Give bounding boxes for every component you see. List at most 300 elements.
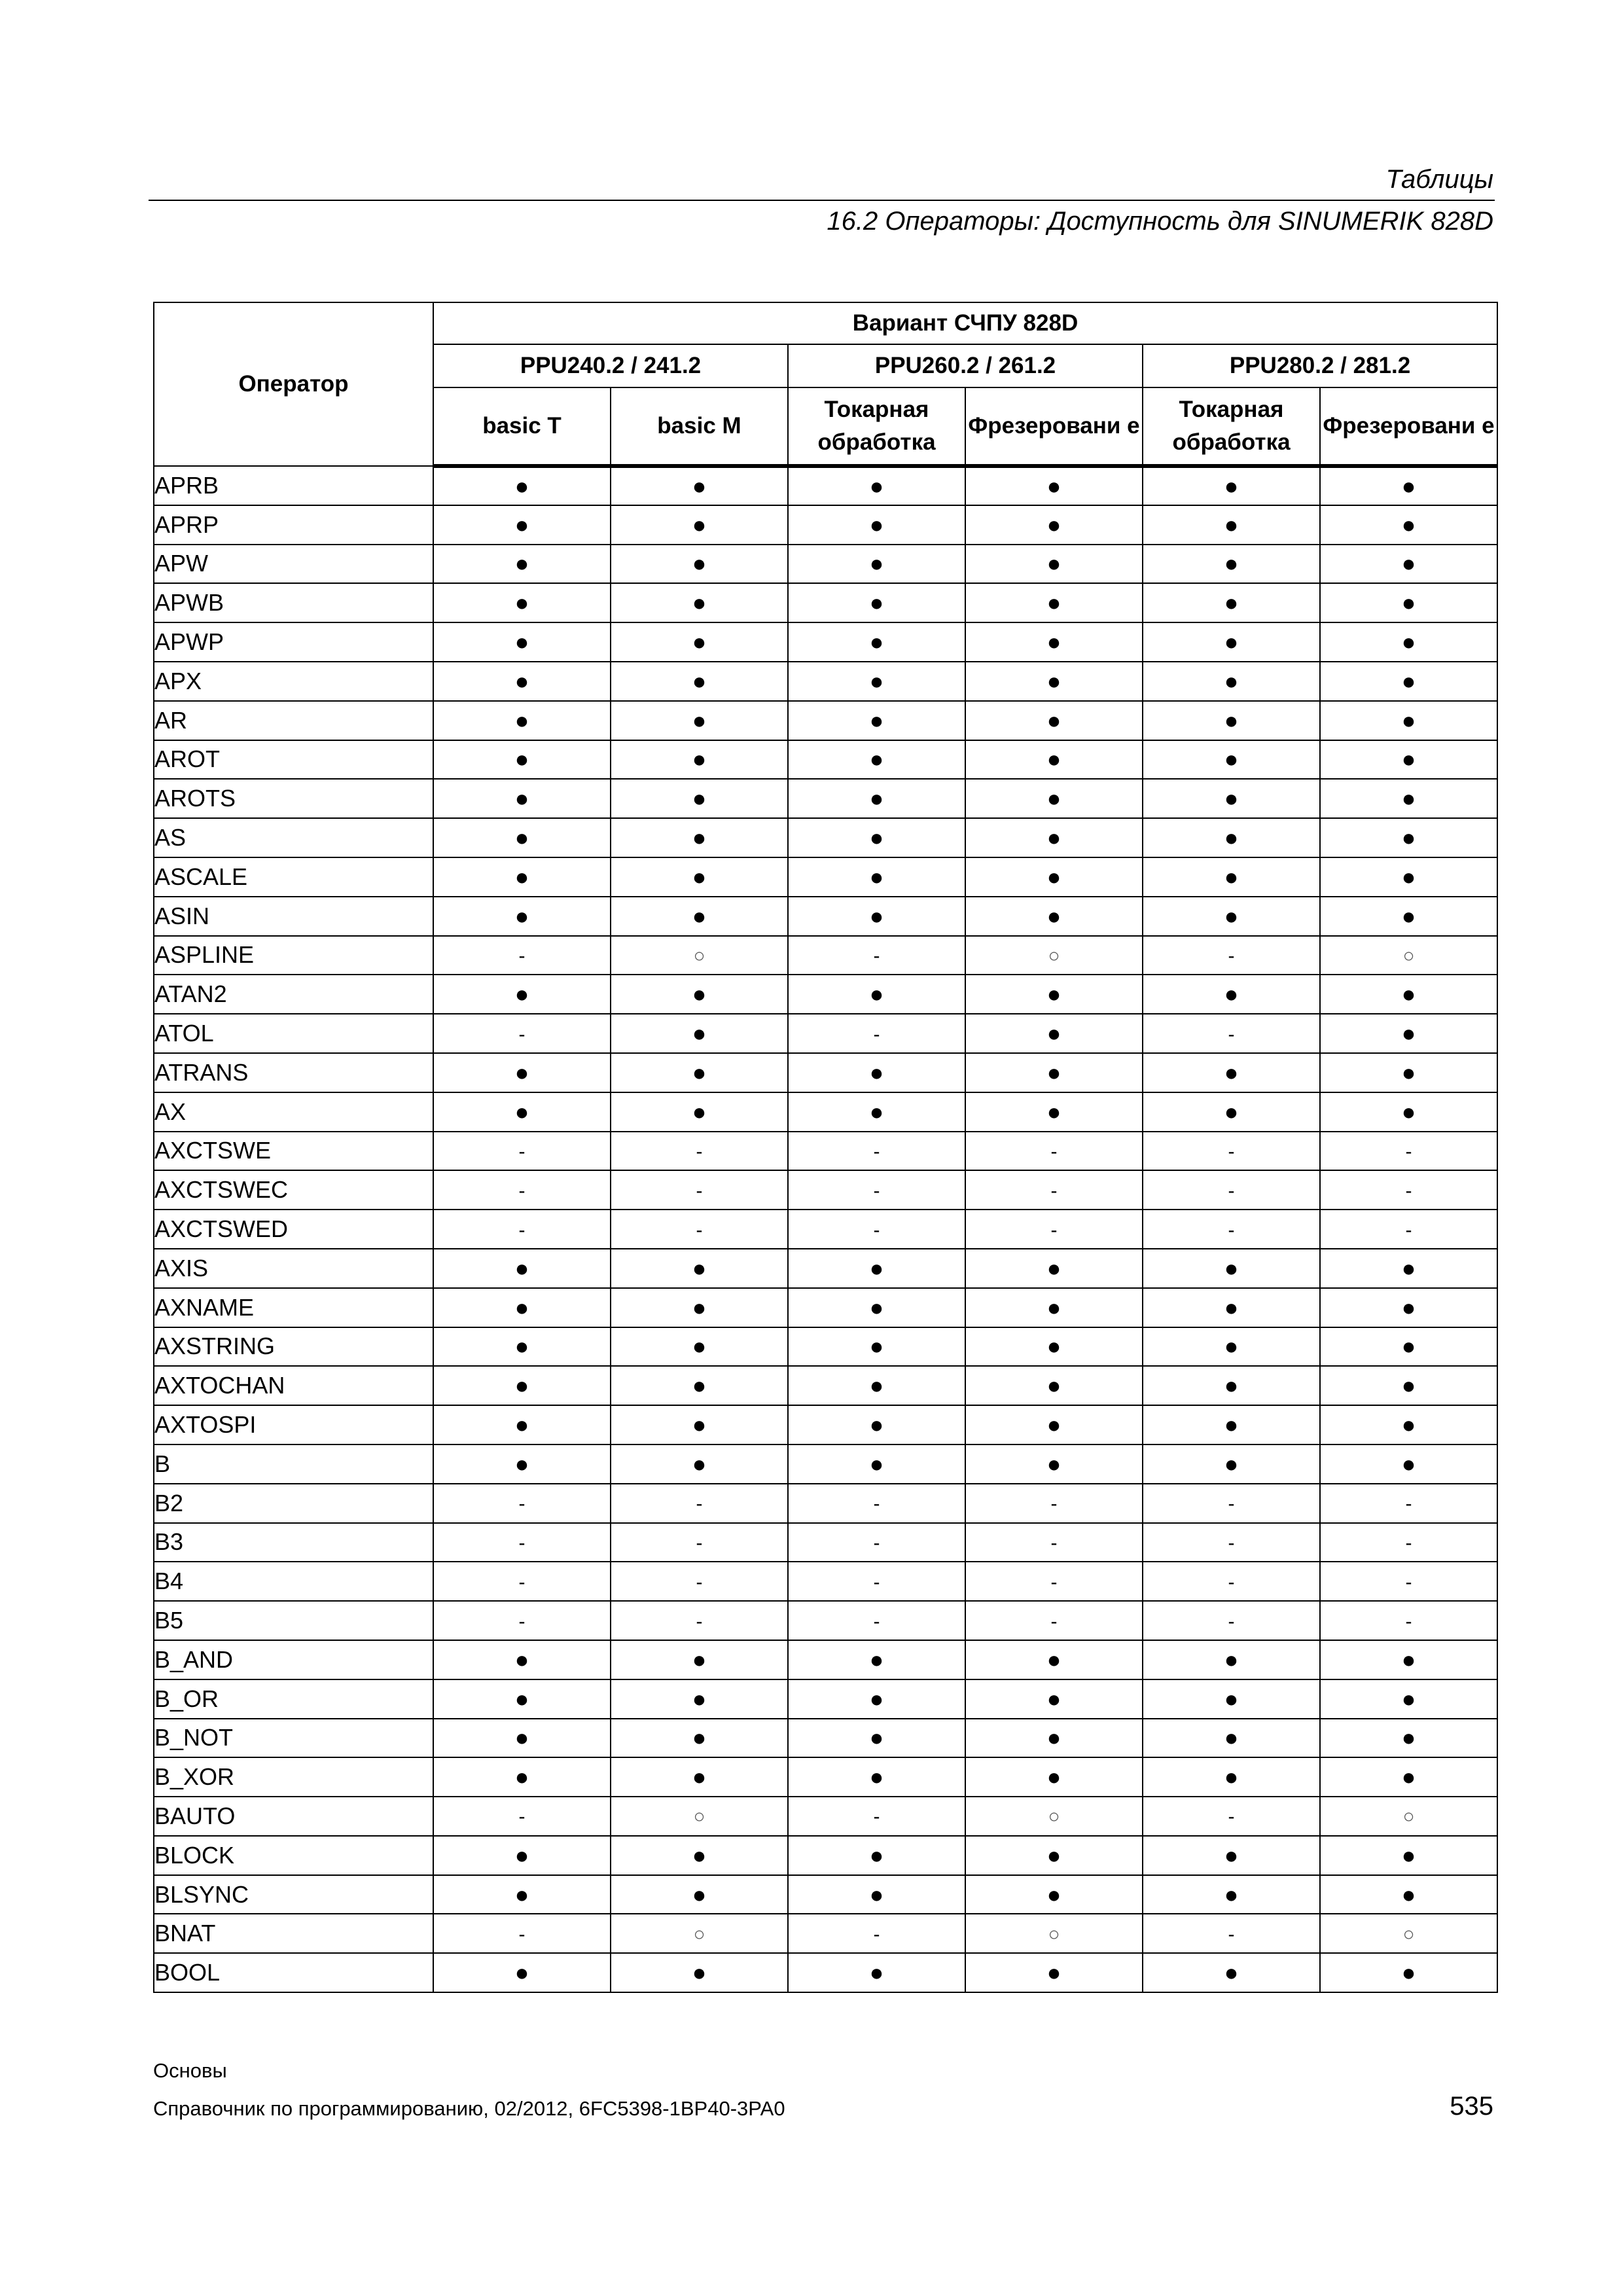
- filled-circle-icon: ●: [1224, 1685, 1239, 1712]
- availability-cell: [1320, 1405, 1497, 1444]
- filled-circle-icon: ●: [514, 1333, 529, 1360]
- table-row: [154, 545, 1497, 584]
- dash-icon: -: [1228, 1610, 1235, 1632]
- filled-circle-icon: ●: [1224, 1450, 1239, 1477]
- filled-circle-icon: ●: [1401, 1293, 1416, 1321]
- availability-cell: [965, 857, 1143, 897]
- running-header-title: Таблицы: [1385, 165, 1493, 194]
- availability-cell: [788, 1875, 965, 1914]
- filled-circle-icon: ●: [514, 1880, 529, 1908]
- availability-cell: [433, 1836, 611, 1875]
- table-row: [154, 622, 1497, 662]
- dash-icon: -: [1228, 1493, 1235, 1515]
- availability-cell: [788, 1719, 965, 1758]
- sub-column-header: Токарная обработка: [788, 387, 965, 466]
- availability-cell: [433, 779, 611, 818]
- filled-circle-icon: ●: [1046, 1372, 1061, 1399]
- table-body: [154, 466, 1497, 1992]
- dash-icon: -: [1228, 1532, 1235, 1554]
- availability-cell: [1320, 1562, 1497, 1601]
- dash-icon: -: [696, 1140, 703, 1162]
- operator-cell: ATOL: [154, 1014, 433, 1053]
- filled-circle-icon: ●: [692, 1645, 707, 1673]
- table-row: [154, 1836, 1497, 1875]
- filled-circle-icon: ●: [1046, 1058, 1061, 1086]
- filled-circle-icon: ●: [1401, 824, 1416, 852]
- availability-cell: [788, 1797, 965, 1836]
- availability-cell: [1320, 622, 1497, 662]
- filled-circle-icon: ●: [1401, 550, 1416, 577]
- availability-cell: [788, 897, 965, 936]
- availability-cell: [965, 1562, 1143, 1601]
- filled-circle-icon: ●: [514, 902, 529, 929]
- dash-icon: -: [518, 1923, 526, 1945]
- operator-cell: APX: [154, 662, 433, 701]
- operator-cell: B_NOT: [154, 1719, 433, 1758]
- filled-circle-icon: ●: [692, 628, 707, 656]
- dash-icon: -: [696, 1179, 703, 1202]
- operator-cell: B3: [154, 1523, 433, 1562]
- availability-cell: [1320, 1170, 1497, 1210]
- availability-cell: [965, 1836, 1143, 1875]
- availability-cell: [433, 1875, 611, 1914]
- availability-cell: [1143, 622, 1320, 662]
- availability-cell: [1320, 857, 1497, 897]
- availability-cell: [788, 1444, 965, 1484]
- filled-circle-icon: ●: [692, 589, 707, 617]
- filled-circle-icon: ●: [1401, 1841, 1416, 1869]
- availability-cell: [965, 1092, 1143, 1132]
- availability-cell: [433, 1053, 611, 1092]
- filled-circle-icon: ●: [514, 1724, 529, 1751]
- open-circle-icon: ○: [1048, 1923, 1060, 1945]
- dash-icon: -: [518, 1140, 526, 1162]
- dash-icon: -: [1050, 1493, 1058, 1515]
- availability-cell: [1143, 1210, 1320, 1249]
- sub-column-header: Токарная обработка: [1143, 387, 1320, 466]
- availability-cell: [788, 1640, 965, 1679]
- filled-circle-icon: ●: [1401, 1959, 1416, 1986]
- filled-circle-icon: ●: [514, 1254, 529, 1282]
- dash-icon: -: [1405, 1219, 1412, 1241]
- availability-cell: [433, 1092, 611, 1132]
- filled-circle-icon: ●: [1224, 1959, 1239, 1986]
- availability-cell: [1143, 583, 1320, 622]
- availability-cell: [1143, 818, 1320, 857]
- availability-cell: [1320, 1053, 1497, 1092]
- availability-cell: [965, 818, 1143, 857]
- filled-circle-icon: ●: [1401, 1685, 1416, 1712]
- filled-circle-icon: ●: [869, 745, 884, 773]
- availability-cell: [788, 1523, 965, 1562]
- operator-cell: ASCALE: [154, 857, 433, 897]
- availability-cell: [611, 1640, 788, 1679]
- dash-icon: -: [518, 1493, 526, 1515]
- availability-cell: [788, 1679, 965, 1719]
- dash-icon: -: [696, 1493, 703, 1515]
- filled-circle-icon: ●: [1046, 550, 1061, 577]
- dash-icon: -: [1050, 1219, 1058, 1241]
- filled-circle-icon: ●: [869, 863, 884, 890]
- filled-circle-icon: ●: [869, 628, 884, 656]
- availability-cell: [965, 1053, 1143, 1092]
- operator-cell: AX: [154, 1092, 433, 1132]
- availability-cell: [611, 1601, 788, 1640]
- availability-cell: [965, 779, 1143, 818]
- filled-circle-icon: ●: [869, 1645, 884, 1673]
- operator-cell: APWB: [154, 583, 433, 622]
- availability-cell: [611, 1366, 788, 1405]
- availability-cell: [433, 583, 611, 622]
- availability-cell: [1143, 1523, 1320, 1562]
- availability-cell: [965, 505, 1143, 545]
- filled-circle-icon: ●: [1224, 980, 1239, 1008]
- table-row: [154, 1327, 1497, 1367]
- filled-circle-icon: ●: [869, 980, 884, 1008]
- dash-icon: -: [873, 1023, 880, 1045]
- filled-circle-icon: ●: [692, 1058, 707, 1086]
- open-circle-icon: ○: [693, 1806, 705, 1828]
- filled-circle-icon: ●: [869, 1411, 884, 1439]
- availability-cell: [1143, 1797, 1320, 1836]
- table-row: [154, 1366, 1497, 1405]
- table-row: [154, 1875, 1497, 1914]
- dash-icon: -: [1050, 1140, 1058, 1162]
- operator-cell: B: [154, 1444, 433, 1484]
- operator-cell: B2: [154, 1484, 433, 1523]
- filled-circle-icon: ●: [514, 1645, 529, 1673]
- availability-cell: [1320, 701, 1497, 740]
- availability-cell: [433, 1014, 611, 1053]
- filled-circle-icon: ●: [1401, 1724, 1416, 1751]
- availability-cell: [611, 1523, 788, 1562]
- filled-circle-icon: ●: [869, 1724, 884, 1751]
- availability-cell: [611, 1170, 788, 1210]
- filled-circle-icon: ●: [1046, 472, 1061, 499]
- filled-circle-icon: ●: [514, 1098, 529, 1125]
- availability-cell: [611, 1014, 788, 1053]
- filled-circle-icon: ●: [514, 1959, 529, 1986]
- availability-cell: [1143, 701, 1320, 740]
- availability-cell: [1143, 975, 1320, 1014]
- availability-cell: [1143, 936, 1320, 975]
- availability-cell: [1320, 936, 1497, 975]
- availability-cell: [965, 545, 1143, 584]
- filled-circle-icon: ●: [692, 1254, 707, 1282]
- table-row: [154, 897, 1497, 936]
- availability-cell: [965, 1757, 1143, 1797]
- filled-circle-icon: ●: [514, 472, 529, 499]
- availability-cell: [788, 740, 965, 780]
- filled-circle-icon: ●: [1401, 706, 1416, 734]
- availability-cell: [1320, 1523, 1497, 1562]
- availability-cell: [965, 1601, 1143, 1640]
- availability-cell: [1320, 1132, 1497, 1171]
- filled-circle-icon: ●: [1046, 1098, 1061, 1125]
- filled-circle-icon: ●: [1046, 1450, 1061, 1477]
- availability-cell: [1143, 1092, 1320, 1132]
- filled-circle-icon: ●: [1046, 628, 1061, 656]
- availability-cell: [611, 1484, 788, 1523]
- availability-cell: [1143, 1249, 1320, 1288]
- filled-circle-icon: ●: [1224, 1411, 1239, 1439]
- operator-cell: B5: [154, 1601, 433, 1640]
- availability-cell: [788, 1405, 965, 1444]
- table-row: [154, 1014, 1497, 1053]
- availability-cell: [433, 1562, 611, 1601]
- availability-cell: [1143, 1719, 1320, 1758]
- availability-cell: [788, 1757, 965, 1797]
- filled-circle-icon: ●: [1046, 511, 1061, 538]
- table-row: [154, 857, 1497, 897]
- filled-circle-icon: ●: [1046, 1020, 1061, 1047]
- filled-circle-icon: ●: [692, 1098, 707, 1125]
- availability-cell: [788, 622, 965, 662]
- availability-cell: [965, 740, 1143, 780]
- sub-column-header: basic T: [433, 387, 611, 466]
- dash-icon: -: [873, 1532, 880, 1554]
- availability-cell: [611, 662, 788, 701]
- availability-cell: [611, 1914, 788, 1953]
- availability-cell: [611, 1719, 788, 1758]
- filled-circle-icon: ●: [1046, 824, 1061, 852]
- table-row: [154, 779, 1497, 818]
- filled-circle-icon: ●: [869, 1450, 884, 1477]
- sub-column-header: basic M: [611, 387, 788, 466]
- table-row: [154, 1640, 1497, 1679]
- availability-cell: [788, 857, 965, 897]
- availability-cell: [788, 1836, 965, 1875]
- filled-circle-icon: ●: [1401, 980, 1416, 1008]
- operator-cell: BAUTO: [154, 1797, 433, 1836]
- availability-cell: [965, 1327, 1143, 1367]
- availability-cell: [611, 1797, 788, 1836]
- dash-icon: -: [1228, 1806, 1235, 1828]
- filled-circle-icon: ●: [869, 1098, 884, 1125]
- dash-icon: -: [1228, 944, 1235, 967]
- table-row: [154, 1523, 1497, 1562]
- availability-cell: [433, 1797, 611, 1836]
- availability-cell: [433, 466, 611, 505]
- availability-cell: [1320, 545, 1497, 584]
- filled-circle-icon: ●: [869, 511, 884, 538]
- filled-circle-icon: ●: [1401, 902, 1416, 929]
- availability-cell: [788, 583, 965, 622]
- operator-cell: APRB: [154, 466, 433, 505]
- availability-cell: [433, 1523, 611, 1562]
- availability-cell: [433, 1366, 611, 1405]
- availability-cell: [1320, 818, 1497, 857]
- dash-icon: -: [1405, 1532, 1412, 1554]
- availability-cell: [1320, 1444, 1497, 1484]
- availability-cell: [1143, 1640, 1320, 1679]
- running-header-subtitle: 16.2 Операторы: Доступность для SINUMERIK 828D: [827, 207, 1493, 236]
- availability-cell: [433, 505, 611, 545]
- open-circle-icon: ○: [693, 944, 705, 967]
- table-row: [154, 1249, 1497, 1288]
- dash-icon: -: [1228, 1179, 1235, 1202]
- filled-circle-icon: ●: [1046, 1880, 1061, 1908]
- availability-cell: [965, 1444, 1143, 1484]
- operator-cell: AXNAME: [154, 1288, 433, 1327]
- filled-circle-icon: ●: [869, 1333, 884, 1360]
- open-circle-icon: ○: [693, 1923, 705, 1945]
- filled-circle-icon: ●: [1224, 1333, 1239, 1360]
- dash-icon: -: [1405, 1179, 1412, 1202]
- filled-circle-icon: ●: [1401, 1020, 1416, 1047]
- filled-circle-icon: ●: [692, 706, 707, 734]
- dash-icon: -: [1050, 1532, 1058, 1554]
- table-row: [154, 1719, 1497, 1758]
- availability-cell: [1320, 505, 1497, 545]
- dash-icon: -: [518, 1023, 526, 1045]
- availability-cell: [433, 1327, 611, 1367]
- filled-circle-icon: ●: [1224, 706, 1239, 734]
- filled-circle-icon: ●: [692, 1685, 707, 1712]
- availability-cell: [1143, 662, 1320, 701]
- open-circle-icon: ○: [1402, 1923, 1415, 1945]
- table-row: [154, 818, 1497, 857]
- availability-cell: [433, 1210, 611, 1249]
- availability-cell: [1320, 1601, 1497, 1640]
- filled-circle-icon: ●: [1224, 824, 1239, 852]
- dash-icon: -: [873, 1571, 880, 1593]
- variant-header: Вариант СЧПУ 828D: [433, 302, 1497, 344]
- operator-cell: AXTOSPI: [154, 1405, 433, 1444]
- filled-circle-icon: ●: [869, 1293, 884, 1321]
- filled-circle-icon: ●: [514, 745, 529, 773]
- filled-circle-icon: ●: [1046, 1724, 1061, 1751]
- open-circle-icon: ○: [1048, 944, 1060, 967]
- filled-circle-icon: ●: [514, 1685, 529, 1712]
- filled-circle-icon: ●: [869, 1254, 884, 1282]
- filled-circle-icon: ●: [514, 980, 529, 1008]
- filled-circle-icon: ●: [692, 1411, 707, 1439]
- filled-circle-icon: ●: [1224, 1645, 1239, 1673]
- filled-circle-icon: ●: [1224, 745, 1239, 773]
- availability-cell: [611, 1053, 788, 1092]
- dash-icon: -: [873, 1806, 880, 1828]
- table-row: [154, 740, 1497, 780]
- availability-cell: [1143, 1601, 1320, 1640]
- dash-icon: -: [873, 1140, 880, 1162]
- filled-circle-icon: ●: [514, 824, 529, 852]
- table-row: [154, 662, 1497, 701]
- operator-cell: B_AND: [154, 1640, 433, 1679]
- availability-cell: [1320, 1484, 1497, 1523]
- availability-cell: [1320, 466, 1497, 505]
- availability-cell: [1320, 1327, 1497, 1367]
- filled-circle-icon: ●: [692, 472, 707, 499]
- page-number: 535: [1450, 2092, 1493, 2121]
- operator-cell: AXIS: [154, 1249, 433, 1288]
- availability-cell: [965, 1014, 1143, 1053]
- operator-column-header: Оператор: [154, 302, 433, 466]
- table-row: [154, 701, 1497, 740]
- table-row: [154, 1757, 1497, 1797]
- filled-circle-icon: ●: [1046, 1645, 1061, 1673]
- availability-cell: [1320, 1640, 1497, 1679]
- availability-cell: [1143, 1875, 1320, 1914]
- availability-cell: [1143, 1484, 1320, 1523]
- availability-cell: [788, 1014, 965, 1053]
- availability-cell: [1143, 740, 1320, 780]
- dash-icon: -: [1405, 1571, 1412, 1593]
- availability-cell: [1320, 1797, 1497, 1836]
- filled-circle-icon: ●: [514, 1841, 529, 1869]
- availability-cell: [788, 1210, 965, 1249]
- filled-circle-icon: ●: [1046, 745, 1061, 773]
- dash-icon: -: [696, 1610, 703, 1632]
- availability-cell: [1320, 1679, 1497, 1719]
- availability-cell: [788, 701, 965, 740]
- filled-circle-icon: ●: [692, 1450, 707, 1477]
- availability-cell: [788, 779, 965, 818]
- availability-cell: [433, 1444, 611, 1484]
- availability-cell: [611, 1132, 788, 1171]
- availability-cell: [1143, 1405, 1320, 1444]
- table-row: [154, 1601, 1497, 1640]
- availability-cell: [788, 1053, 965, 1092]
- filled-circle-icon: ●: [1224, 1293, 1239, 1321]
- availability-cell: [433, 662, 611, 701]
- availability-cell: [965, 897, 1143, 936]
- availability-cell: [433, 1288, 611, 1327]
- availability-cell: [611, 1875, 788, 1914]
- availability-cell: [1320, 740, 1497, 780]
- availability-cell: [788, 1366, 965, 1405]
- dash-icon: -: [1228, 1923, 1235, 1945]
- filled-circle-icon: ●: [1401, 1763, 1416, 1791]
- table-row: [154, 1914, 1497, 1953]
- filled-circle-icon: ●: [1401, 628, 1416, 656]
- operator-cell: BOOL: [154, 1953, 433, 1992]
- filled-circle-icon: ●: [1401, 1254, 1416, 1282]
- availability-cell: [1320, 1014, 1497, 1053]
- filled-circle-icon: ●: [514, 785, 529, 812]
- operator-cell: BNAT: [154, 1914, 433, 1953]
- filled-circle-icon: ●: [514, 511, 529, 538]
- availability-cell: [611, 1562, 788, 1601]
- filled-circle-icon: ●: [514, 667, 529, 694]
- availability-cell: [1320, 1366, 1497, 1405]
- ppu-group-header: PPU260.2 / 261.2: [788, 344, 1143, 387]
- table-row: [154, 1797, 1497, 1836]
- filled-circle-icon: ●: [692, 550, 707, 577]
- availability-cell: [965, 662, 1143, 701]
- availability-cell: [965, 1875, 1143, 1914]
- sub-column-header: Фрезеровани е: [1320, 387, 1497, 466]
- filled-circle-icon: ●: [869, 902, 884, 929]
- filled-circle-icon: ●: [1224, 589, 1239, 617]
- availability-cell: [611, 701, 788, 740]
- availability-cell: [1320, 1210, 1497, 1249]
- table-row: [154, 1170, 1497, 1210]
- operator-cell: AR: [154, 701, 433, 740]
- availability-cell: [611, 1953, 788, 1992]
- availability-cell: [611, 897, 788, 936]
- operator-cell: ASPLINE: [154, 936, 433, 975]
- availability-cell: [965, 1797, 1143, 1836]
- table-row: [154, 1444, 1497, 1484]
- filled-circle-icon: ●: [1046, 863, 1061, 890]
- availability-cell: [788, 1953, 965, 1992]
- filled-circle-icon: ●: [514, 628, 529, 656]
- availability-cell: [433, 740, 611, 780]
- filled-circle-icon: ●: [692, 980, 707, 1008]
- filled-circle-icon: ●: [1046, 1293, 1061, 1321]
- availability-cell: [611, 1679, 788, 1719]
